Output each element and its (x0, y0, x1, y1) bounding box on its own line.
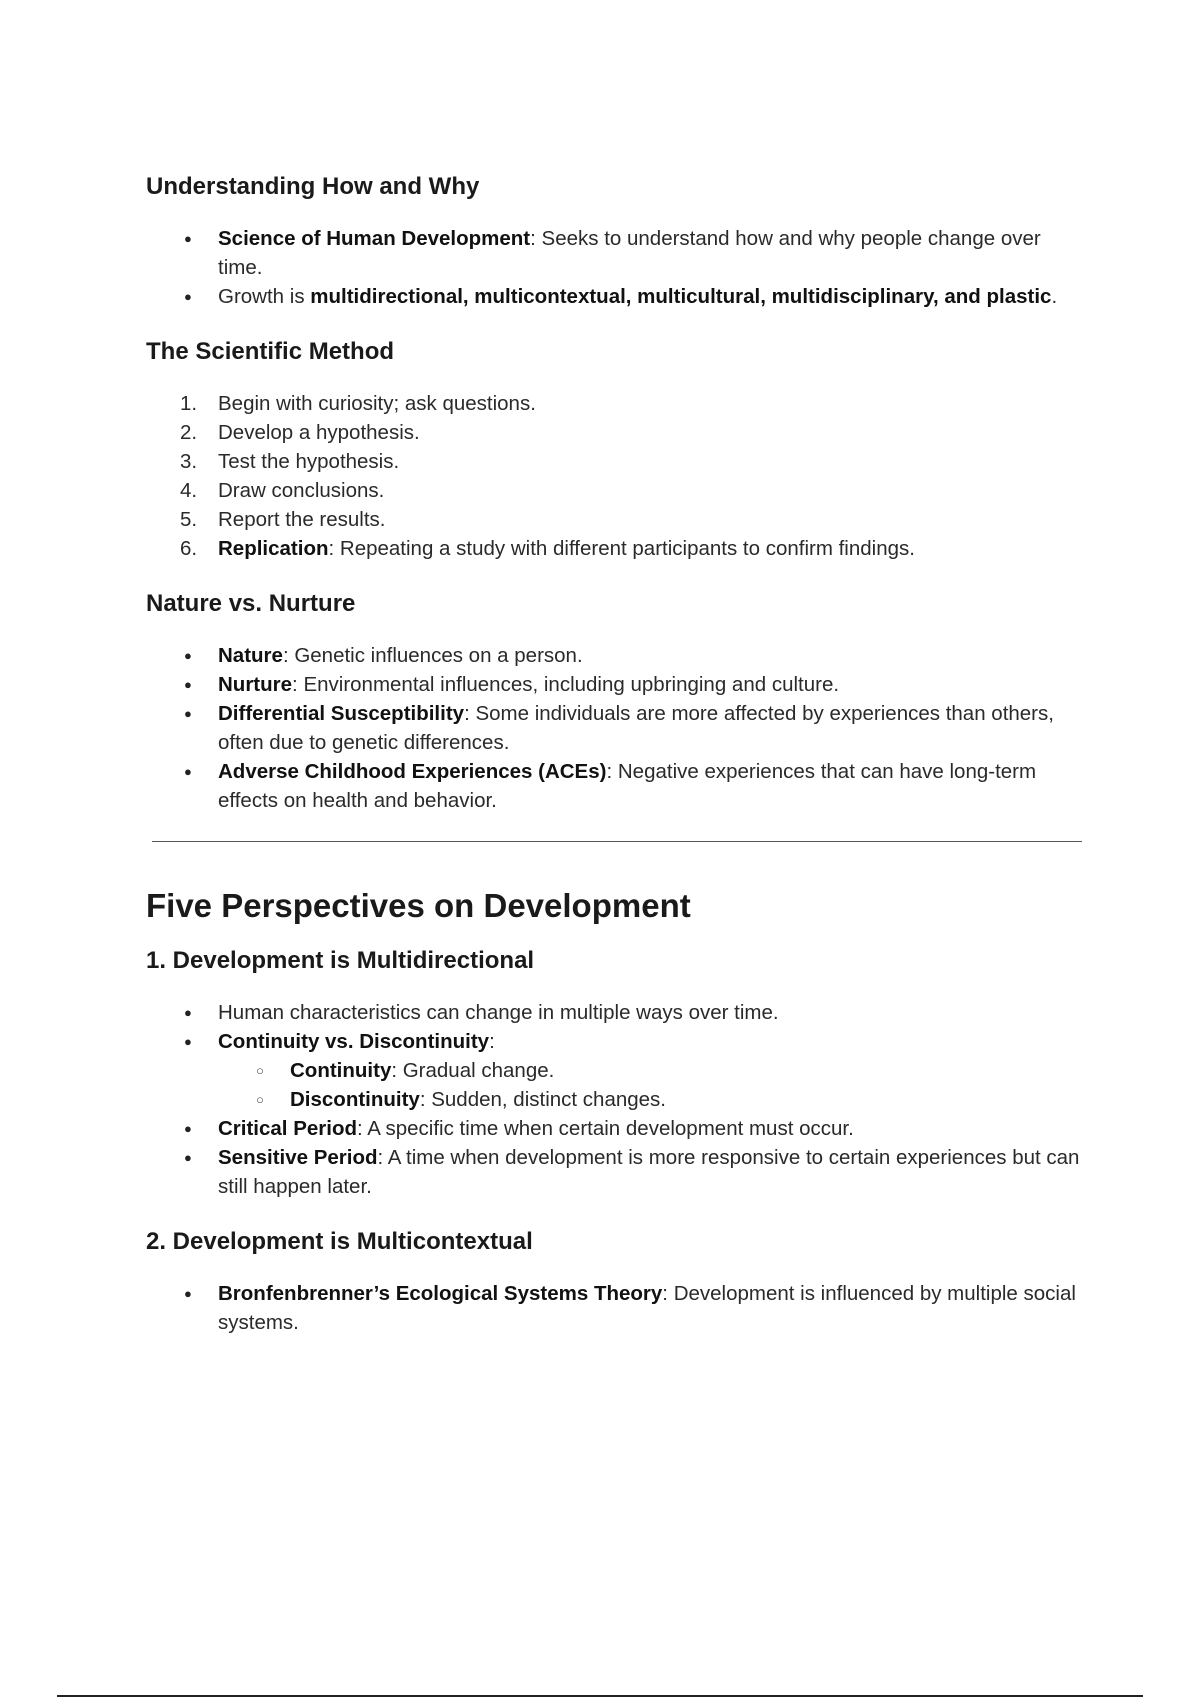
colon: : (489, 1030, 495, 1053)
list-item (146, 998, 1086, 1027)
step-number: 6. (180, 537, 198, 560)
list-item (146, 476, 1086, 505)
step-text: : Repeating a study with different participants to confirm findings. (328, 537, 915, 560)
list-item (146, 282, 1086, 311)
list-item (146, 447, 1086, 476)
term: Discontinuity (290, 1088, 420, 1111)
list-item (146, 224, 1086, 282)
step-number: 5. (180, 508, 198, 531)
heading-five-perspectives: Five Perspectives on Development (146, 887, 691, 924)
term: Replication (218, 537, 329, 560)
step-text: Test the hypothesis. (218, 450, 400, 473)
heading-scientific-method: The Scientific Method (146, 338, 395, 365)
list-item (146, 1279, 1086, 1337)
list-item (146, 670, 1086, 699)
term: Continuity (290, 1059, 392, 1082)
page-bottom-rule (57, 1695, 1143, 1697)
understanding-list (146, 224, 1086, 311)
horizontal-divider (152, 841, 1082, 842)
step-number: 1. (180, 392, 198, 415)
definition: : Gradual change. (391, 1059, 555, 1082)
scientific-method-list (146, 389, 1086, 563)
heading-nature-nurture: Nature vs. Nurture (146, 590, 356, 617)
list-item (146, 1027, 1086, 1114)
definition: . (1051, 285, 1058, 308)
definition: : A time when development is more responsive to certain experiences but can still happen later. (218, 1146, 1080, 1198)
step-text: Begin with curiosity; ask questions. (218, 392, 536, 415)
step-text: Develop a hypothesis. (218, 421, 420, 444)
definition: : Environmental influences, including upbringing and culture. (292, 673, 840, 696)
item-text: Human characteristics can change in multiple ways over time. (218, 1001, 779, 1024)
definition: : Genetic influences on a person. (282, 644, 583, 667)
step-number: 3. (180, 450, 198, 473)
step-text: Draw conclusions. (218, 479, 385, 502)
multicontextual-list (146, 1279, 1086, 1337)
term: multidirectional, multicontextual, multicultural, multidisciplinary, and plastic (310, 285, 1052, 308)
list-item (146, 534, 1086, 563)
nature-nurture-list (146, 641, 1086, 815)
heading-multidirectional: 1. Development is Multidirectional (146, 947, 535, 974)
list-item (146, 757, 1086, 815)
heading-multicontextual: 2. Development is Multicontextual (146, 1228, 533, 1255)
step-number: 4. (180, 479, 198, 502)
prefix: Growth is (218, 285, 311, 308)
step-number: 2. (180, 421, 198, 444)
list-item (146, 641, 1086, 670)
term: Bronfenbrenner’s Ecological Systems Theory (218, 1282, 663, 1305)
term: Nurture (218, 673, 293, 696)
term: Differential Susceptibility (218, 702, 465, 725)
continuity-sublist (146, 1056, 1086, 1114)
definition: : Some individuals are more affected by experiences than others, often due to genetic differences. (218, 702, 1054, 754)
multidirectional-list (146, 998, 1086, 1201)
definition: : Development is influenced by multiple social systems. (218, 1282, 1076, 1334)
document-page (146, 172, 1086, 1363)
list-item (146, 1114, 1086, 1143)
heading-understanding: Understanding How and Why (146, 173, 480, 200)
list-item (146, 1143, 1086, 1201)
term: Critical Period (218, 1117, 357, 1140)
list-item (146, 389, 1086, 418)
list-item (146, 418, 1086, 447)
term: Science of Human Development (218, 227, 531, 250)
definition: : A specific time when certain development must occur. (357, 1117, 854, 1140)
sub-list-item (146, 1056, 1086, 1085)
term: Nature (218, 644, 283, 667)
term: Adverse Childhood Experiences (ACEs) (218, 760, 607, 783)
term: Sensitive Period (218, 1146, 378, 1169)
list-item (146, 505, 1086, 534)
term: Continuity vs. Discontinuity (218, 1030, 490, 1053)
definition: : Seeks to understand how and why people change over time. (218, 227, 1041, 279)
list-item (146, 699, 1086, 757)
step-text: Report the results. (218, 508, 386, 531)
definition: : Sudden, distinct changes. (419, 1088, 667, 1111)
definition: : Negative experiences that can have long-term effects on health and behavior. (218, 760, 1037, 812)
sub-list-item (146, 1085, 1086, 1114)
